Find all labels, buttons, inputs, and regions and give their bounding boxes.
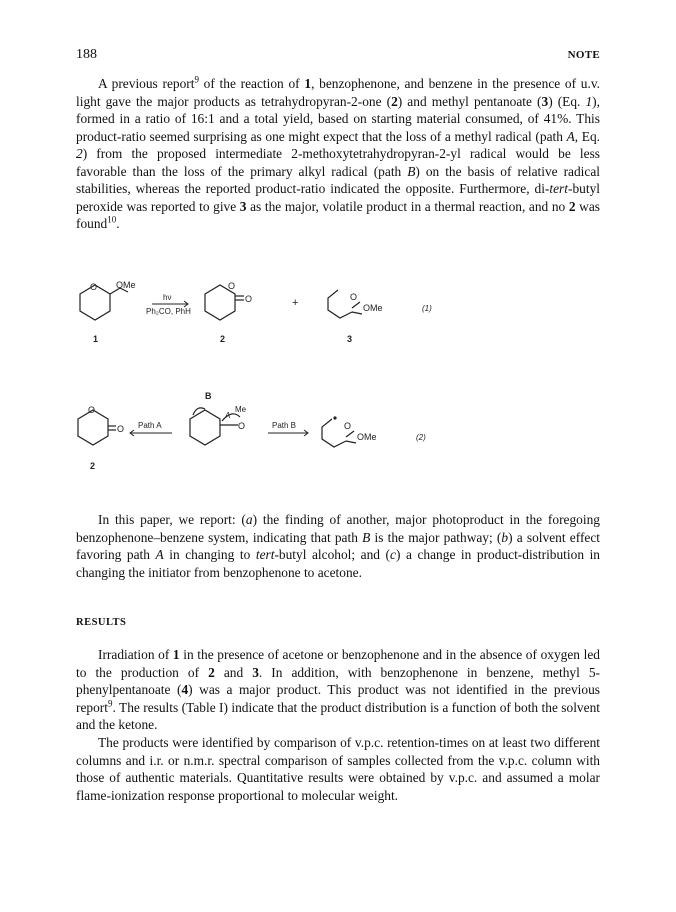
lactone-2-structure [78, 410, 116, 445]
results-paragraph: Irradiation of 1 in the presence of acetone or benzophenone and in the absence of oxygen led to the production of 2 and 3. In addition, with benzophenone in benzene, methyl 5-phenylpentanoate (4) was a major product. This product was not identified in the previous report$^9$. The results (Table I) indicate that the product distribution is a function of both the solvent and the ketone. [76, 647, 600, 732]
reagent-label: Ph₂CO, PhH [146, 307, 191, 316]
compound-label-2b: 2 [90, 461, 96, 471]
ester-ome: OMe [357, 432, 377, 442]
methods-paragraph: The products were identified by comparison of v.p.c. retention-times on at least two different columns and i.r. or n.m.r. spectral comparison of samples collected from the v.p.c. column with those of authentic materials. Quantitative results were obtained by v.p.c. and assumed a molar flame-ionization response proportional to molecular weight. [76, 735, 600, 803]
compound-1-ome: OMe [116, 280, 136, 290]
bond-label-a: A [225, 411, 231, 420]
page-number: 188 [76, 47, 97, 62]
path-a-label: Path A [138, 421, 162, 430]
equation-1-number: (1) [422, 304, 432, 313]
intermediate-oxygen: O [238, 421, 246, 431]
methyl-label: Me [235, 405, 247, 414]
compound-2-ring-oxygen: O [228, 281, 236, 291]
compound-label-1: 1 [93, 334, 99, 344]
bond-label-b: B [205, 391, 212, 401]
compound-3-ome: OMe [363, 303, 383, 313]
lactone-ring-oxygen: O [88, 405, 96, 415]
report-summary-paragraph: In this paper, we report: (a) the finding of another, major photoproduct in the foregoing benzophenone–benzene system, indicating that path B is the major pathway; (b) a solvent effect favoring path A in changing to tert-butyl alcohol; and (c) a change in product-distribution in changing the initiator from benzophenone to acetone. [76, 512, 601, 580]
compound-1-structure [80, 285, 128, 320]
results-heading: RESULTS [76, 617, 127, 628]
compound-2-structure [205, 285, 244, 320]
reaction-scheme-1 [60, 280, 580, 370]
compound-2-carbonyl-oxygen: O [245, 294, 253, 304]
path-b-label: Path B [272, 421, 297, 430]
plus-sign: + [292, 297, 299, 309]
running-head: NOTE [567, 49, 600, 61]
intro-paragraph: A previous report$^9$ of the reaction of 1, benzophenone, and benzene in the presence of u.v. light gave the major products as tetrahydropyran-2-one (2) and methyl pentanoate (3) (Eq. 1), formed in a ratio of 16:1 and a total yield, based on starting material consumed, of 41%. This product-ratio seemed surprising as one might expect that the loss of a methyl radical (path A, Eq. 2) from the proposed intermediate 2-methoxytetrahydropyran-2-yl radical would be less favorable than the loss of the primary alkyl radical (path B) on the basis of relative radical stabilities, whereas the reported product-ratio indicated the opposite. Furthermore, di-tert-butyl peroxide was reported to give 3 as the major, volatile product in a thermal reaction, and no 2 was found$^{10}$. [76, 74, 601, 231]
radical-intermediate-structure [190, 408, 240, 445]
compound-label-2: 2 [220, 334, 226, 344]
compound-1-ring-oxygen: O [90, 282, 98, 292]
compound-3-carbonyl-oxygen: O [350, 292, 358, 302]
reaction-scheme-2 [60, 385, 580, 485]
equation-2-number: (2) [416, 433, 426, 442]
ester-carbonyl-oxygen: O [344, 421, 352, 431]
hv-label: hν [163, 293, 172, 302]
path-a-arrow [130, 430, 172, 436]
lactone-carbonyl-oxygen: O [117, 424, 125, 434]
path-b-arrow [268, 430, 308, 436]
compound-label-3: 3 [347, 334, 353, 344]
